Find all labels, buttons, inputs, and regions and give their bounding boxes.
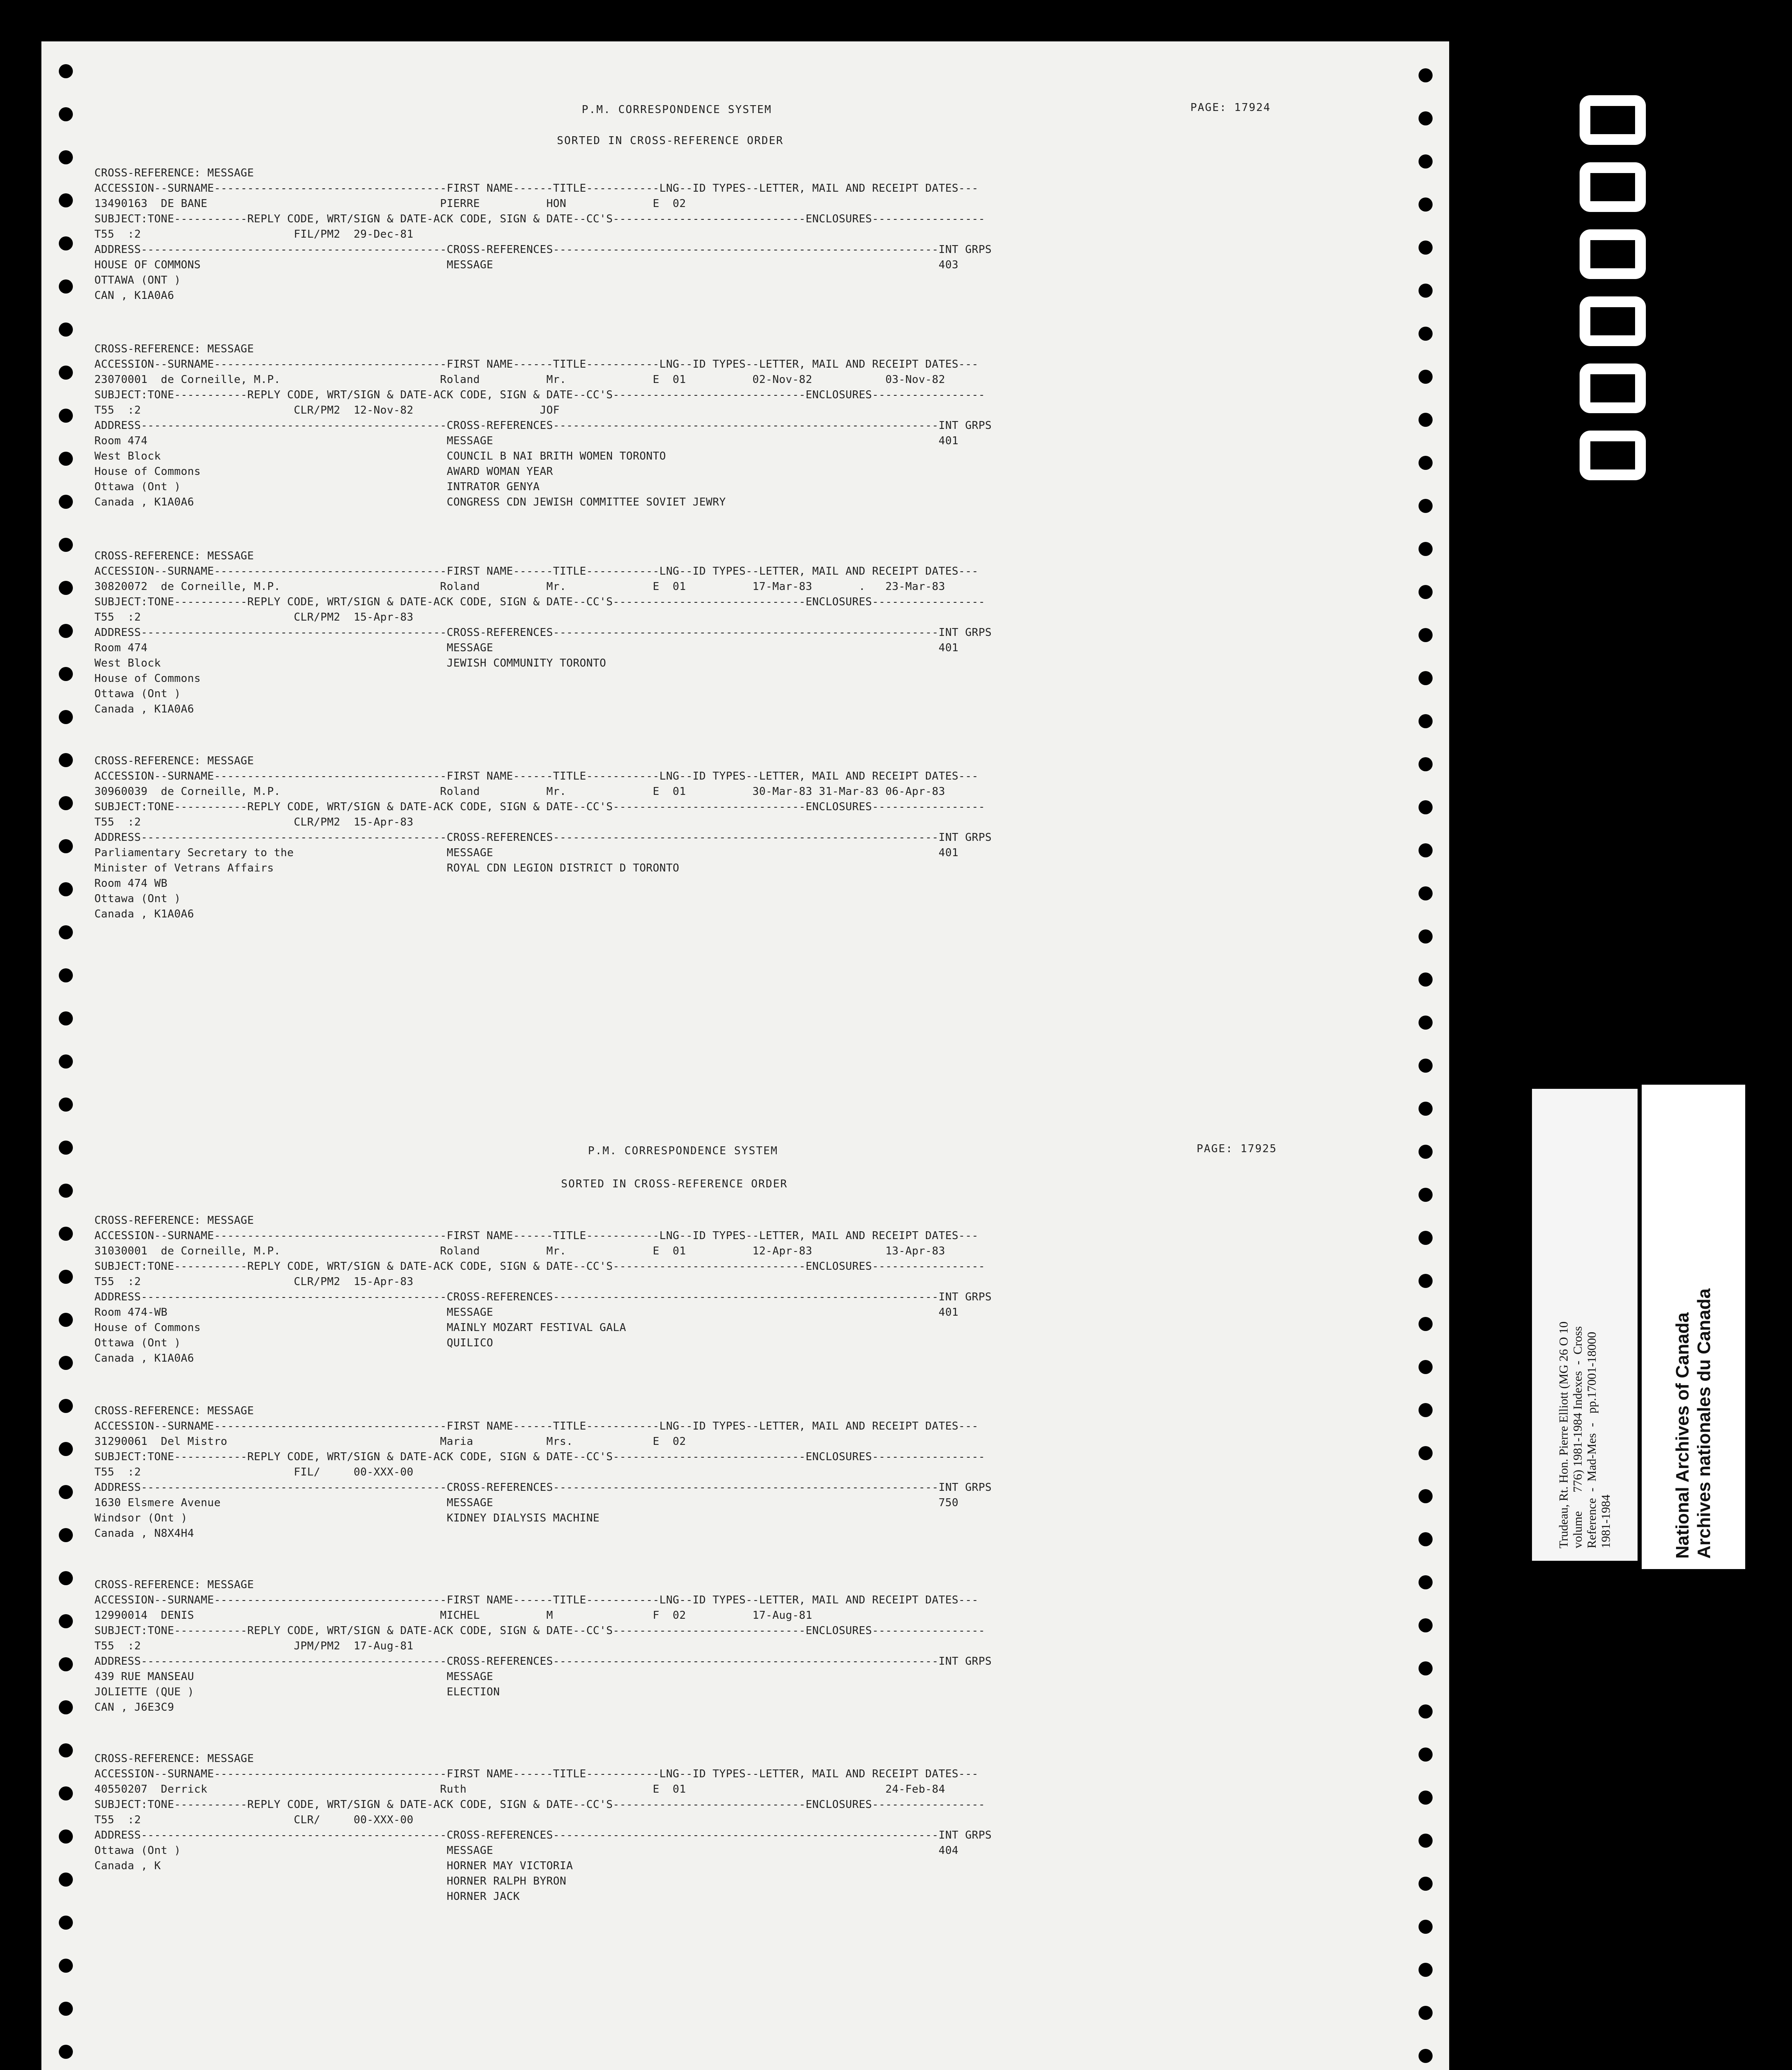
- feed-hole: [1419, 1102, 1433, 1116]
- feed-hole: [1419, 1231, 1433, 1245]
- feed-hole: [59, 1571, 73, 1585]
- feed-hole: [1419, 1059, 1433, 1073]
- feed-hole: [1419, 1016, 1433, 1030]
- finding-aid-text: [1557, 1101, 1613, 1548]
- feed-hole: [1419, 843, 1433, 857]
- record-line: 31290061 Del Mistro Maria Mrs. E 02: [94, 1435, 686, 1448]
- record-line: ADDRESS----------------------------------------------CROSS-REFERENCES----------------------------------------------------------INT GRPS: [94, 1829, 992, 1841]
- feed-hole: [59, 1959, 73, 1973]
- feed-hole: [59, 1011, 73, 1025]
- record-line: Room 474 MESSAGE 401: [94, 642, 959, 654]
- record-line: West Block JEWISH COMMUNITY TORONTO: [94, 657, 607, 669]
- record-line: 23070001 de Corneille, M.P. Roland Mr. E 01 02-Nov-82 03-Nov-82: [94, 373, 945, 386]
- feed-hole: [1419, 1145, 1433, 1159]
- feed-hole: [1419, 1317, 1433, 1331]
- record-line: 30820072 de Corneille, M.P. Roland Mr. E 01 17-Mar-83 . 23-Mar-83: [94, 580, 945, 593]
- record-line: Windsor (Ont ) KIDNEY DIALYSIS MACHINE: [94, 1512, 600, 1524]
- record-line: T55 :2 CLR/PM2 12-Nov-82 JOF: [94, 404, 560, 416]
- record-line: SUBJECT:TONE-----------REPLY CODE, WRT/SIGN & DATE-ACK CODE, SIGN & DATE--CC'S-----------------------------ENCLOSURES-----------------: [94, 1625, 985, 1637]
- record-line: Ottawa (Ont ) QUILICO: [94, 1337, 494, 1349]
- record-line: Canada , K HORNER MAY VICTORIA: [94, 1860, 573, 1872]
- feed-hole: [1419, 1747, 1433, 1762]
- feed-hole: [1419, 1489, 1433, 1503]
- record-line: Ottawa (Ont ) INTRATOR GENYA: [94, 481, 540, 493]
- record-line: T55 :2 CLR/ 00-XXX-00: [94, 1814, 414, 1826]
- record-line: ADDRESS----------------------------------------------CROSS-REFERENCES----------------------------------------------------------INT GRPS: [94, 1481, 992, 1494]
- record-line: ACCESSION--SURNAME-----------------------------------FIRST NAME------TITLE-----------LNG--ID TYPES--LETTER, MAIL AND RECEIPT DATES---: [94, 358, 979, 371]
- feed-hole: [59, 538, 73, 552]
- feed-hole: [1419, 1403, 1433, 1417]
- feed-hole: [1419, 154, 1433, 168]
- feed-hole: [1419, 1661, 1433, 1675]
- feed-hole: [59, 1141, 73, 1155]
- feed-hole: [59, 1528, 73, 1542]
- record-line: SUBJECT:TONE-----------REPLY CODE, WRT/SIGN & DATE-ACK CODE, SIGN & DATE--CC'S-----------------------------ENCLOSURES-----------------: [94, 213, 985, 225]
- record-line: ACCESSION--SURNAME-----------------------------------FIRST NAME------TITLE-----------LNG--ID TYPES--LETTER, MAIL AND RECEIPT DATES---: [94, 565, 979, 578]
- feed-hole: [1419, 1963, 1433, 1977]
- feed-hole: [1419, 929, 1433, 944]
- feed-hole: [59, 64, 73, 78]
- record-line: SUBJECT:TONE-----------REPLY CODE, WRT/SIGN & DATE-ACK CODE, SIGN & DATE--CC'S-----------------------------ENCLOSURES-----------------: [94, 1798, 985, 1811]
- record-line: ADDRESS----------------------------------------------CROSS-REFERENCES----------------------------------------------------------INT GRPS: [94, 243, 992, 256]
- record-line: 30960039 de Corneille, M.P. Roland Mr. E 01 30-Mar-83 31-Mar-83 06-Apr-83: [94, 785, 945, 798]
- record-line: Canada , K1A0A6: [94, 1352, 194, 1365]
- feed-hole: [59, 1485, 73, 1499]
- archive-stamp-number: [1561, 95, 1664, 480]
- record-line: SUBJECT:TONE-----------REPLY CODE, WRT/SIGN & DATE-ACK CODE, SIGN & DATE--CC'S-----------------------------ENCLOSURES-----------------: [94, 1260, 985, 1273]
- printout-sheet: [41, 41, 1449, 2070]
- stamp-digit: [1580, 363, 1646, 413]
- finding-aid-label: [1532, 1089, 1638, 1561]
- stamp-digit: [1580, 162, 1646, 212]
- feed-hole: [59, 796, 73, 810]
- feed-hole: [1419, 1791, 1433, 1805]
- record-line: ACCESSION--SURNAME-----------------------------------FIRST NAME------TITLE-----------LNG--ID TYPES--LETTER, MAIL AND RECEIPT DATES---: [94, 770, 979, 782]
- record-heading: CROSS-REFERENCE: MESSAGE: [94, 1214, 254, 1227]
- page-2-system-title: P.M. CORRESPONDENCE SYSTEM: [588, 1145, 778, 1157]
- record-line: Room 474-WB MESSAGE 401: [94, 1306, 959, 1319]
- feed-hole: [1419, 1877, 1433, 1891]
- feed-hole: [1419, 757, 1433, 771]
- feed-hole: [1419, 1188, 1433, 1202]
- feed-hole: [1419, 1446, 1433, 1460]
- feed-hole: [1419, 1575, 1433, 1589]
- page-1-system-title: P.M. CORRESPONDENCE SYSTEM: [582, 104, 772, 116]
- feed-hole: [1419, 542, 1433, 556]
- archives-line-en: National Archives of Canada: [1672, 1312, 1693, 1559]
- record-line: Ottawa (Ont ): [94, 688, 181, 700]
- feed-hole: [59, 710, 73, 724]
- feed-hole: [1419, 628, 1433, 642]
- record-line: HORNER JACK: [94, 1890, 520, 1903]
- feed-hole: [1419, 671, 1433, 685]
- record-heading: CROSS-REFERENCE: MESSAGE: [94, 1579, 254, 1591]
- feed-hole: [1419, 585, 1433, 599]
- feed-hole: [1419, 972, 1433, 987]
- feed-hole: [59, 753, 73, 767]
- record-line: SUBJECT:TONE-----------REPLY CODE, WRT/SIGN & DATE-ACK CODE, SIGN & DATE--CC'S-----------------------------ENCLOSURES-----------------: [94, 801, 985, 813]
- stamp-digit: [1580, 296, 1646, 346]
- record-heading: CROSS-REFERENCE: MESSAGE: [94, 550, 254, 562]
- record-heading: CROSS-REFERENCE: MESSAGE: [94, 755, 254, 767]
- feed-hole: [59, 667, 73, 681]
- feed-hole: [59, 150, 73, 164]
- stamp-digit: [1580, 95, 1646, 145]
- feed-hole: [1419, 2006, 1433, 2020]
- record-line: T55 :2 CLR/PM2 15-Apr-83: [94, 816, 414, 828]
- feed-hole: [59, 495, 73, 509]
- feed-hole: [59, 279, 73, 294]
- page-2-page-label: PAGE: 17925: [1197, 1143, 1277, 1155]
- feed-hole: [1419, 499, 1433, 513]
- feed-hole: [1419, 886, 1433, 900]
- record-line: OTTAWA (ONT ): [94, 274, 181, 286]
- archives-text: [1672, 1095, 1715, 1559]
- archives-line-fr: Archives nationales du Canada: [1694, 1288, 1714, 1559]
- feed-hole: [59, 925, 73, 939]
- record-line: T55 :2 JPM/PM2 17-Aug-81: [94, 1640, 414, 1652]
- feed-hole: [59, 1054, 73, 1069]
- record-line: ADDRESS----------------------------------------------CROSS-REFERENCES----------------------------------------------------------INT GRPS: [94, 1291, 992, 1303]
- feed-hole: [1419, 1834, 1433, 1848]
- feed-hole: [59, 1873, 73, 1887]
- feed-hole: [1419, 284, 1433, 298]
- record-line: HORNER RALPH BYRON: [94, 1875, 566, 1887]
- feed-hole: [59, 624, 73, 638]
- feed-hole: [1419, 1704, 1433, 1719]
- record-line: T55 :2 FIL/ 00-XXX-00: [94, 1466, 414, 1478]
- stamp-digit: [1580, 229, 1646, 279]
- record-line: House of Commons AWARD WOMAN YEAR: [94, 465, 553, 478]
- record-line: ACCESSION--SURNAME-----------------------------------FIRST NAME------TITLE-----------LNG--ID TYPES--LETTER, MAIL AND RECEIPT DATES---: [94, 1594, 979, 1606]
- record-line: House of Commons: [94, 672, 201, 685]
- feed-hole: [59, 236, 73, 250]
- record-line: T55 :2 CLR/PM2 15-Apr-83: [94, 1276, 414, 1288]
- feed-hole: [59, 2002, 73, 2016]
- record-line: 1630 Elsmere Avenue MESSAGE 750: [94, 1497, 959, 1509]
- record-line: West Block COUNCIL B NAI BRITH WOMEN TORONTO: [94, 450, 666, 462]
- feed-hole: [1419, 111, 1433, 125]
- feed-hole: [59, 839, 73, 853]
- record-line: T55 :2 CLR/PM2 15-Apr-83: [94, 611, 414, 623]
- record-line: Room 474 WB: [94, 877, 168, 890]
- feed-hole: [59, 581, 73, 595]
- feed-hole: [59, 452, 73, 466]
- record-heading: CROSS-REFERENCE: MESSAGE: [94, 167, 254, 179]
- record-line: HOUSE OF COMMONS MESSAGE 403: [94, 259, 959, 271]
- feed-hole: [1419, 800, 1433, 814]
- feed-hole: [59, 1270, 73, 1284]
- feed-hole: [1419, 1360, 1433, 1374]
- record-line: SUBJECT:TONE-----------REPLY CODE, WRT/SIGN & DATE-ACK CODE, SIGN & DATE--CC'S-----------------------------ENCLOSURES-----------------: [94, 389, 985, 401]
- feed-hole: [1419, 197, 1433, 212]
- record-line: SUBJECT:TONE-----------REPLY CODE, WRT/SIGN & DATE-ACK CODE, SIGN & DATE--CC'S-----------------------------ENCLOSURES-----------------: [94, 596, 985, 608]
- archives-label: [1642, 1085, 1745, 1569]
- record-line: JOLIETTE (QUE ) ELECTION: [94, 1686, 500, 1698]
- feed-hole: [1419, 714, 1433, 728]
- record-line: ADDRESS----------------------------------------------CROSS-REFERENCES----------------------------------------------------------INT GRPS: [94, 419, 992, 432]
- feed-hole: [59, 1184, 73, 1198]
- record-line: Canada , K1A0A6: [94, 703, 194, 715]
- feed-hole: [59, 1743, 73, 1757]
- record-line: Canada , N8X4H4: [94, 1527, 194, 1540]
- record-line: ACCESSION--SURNAME-----------------------------------FIRST NAME------TITLE-----------LNG--ID TYPES--LETTER, MAIL AND RECEIPT DATES---: [94, 1420, 979, 1432]
- feed-hole: [59, 1916, 73, 1930]
- record-line: Minister of Vetrans Affairs ROYAL CDN LEGION DISTRICT D TORONTO: [94, 862, 679, 874]
- feed-hole: [1419, 1274, 1433, 1288]
- feed-hole: [59, 1356, 73, 1370]
- record-line: Room 474 MESSAGE 401: [94, 435, 959, 447]
- feed-hole: [1419, 2049, 1433, 2063]
- feed-hole: [1419, 370, 1433, 384]
- finding-aid-line: Trudeau, Rt. Hon. Pierre Elliott (MG 26 O 10: [1556, 1321, 1570, 1548]
- feed-hole: [59, 1614, 73, 1628]
- feed-hole: [59, 2045, 73, 2059]
- record-line: 439 RUE MANSEAU MESSAGE: [94, 1670, 494, 1683]
- record-line: 31030001 de Corneille, M.P. Roland Mr. E 01 12-Apr-83 13-Apr-83: [94, 1245, 945, 1257]
- record-line: 13490163 DE BANE PIERRE HON E 02: [94, 197, 686, 210]
- feed-hole: [59, 1700, 73, 1714]
- record-line: Canada , K1A0A6: [94, 908, 194, 920]
- record-heading: CROSS-REFERENCE: MESSAGE: [94, 1752, 254, 1765]
- feed-hole: [1419, 1618, 1433, 1632]
- record-line: CAN , K1A0A6: [94, 289, 174, 302]
- finding-aid-line: volume 776) 1981-1984 Indexes - Cross: [1570, 1326, 1585, 1548]
- record-line: T55 :2 FIL/PM2 29-Dec-81: [94, 228, 414, 241]
- record-line: Ottawa (Ont ): [94, 893, 181, 905]
- feed-hole: [59, 323, 73, 337]
- finding-aid-line: Reference - Mad-Mes - pp.17001-18000: [1585, 1331, 1599, 1548]
- record-line: 40550207 Derrick Ruth E 01 24-Feb-84: [94, 1783, 945, 1796]
- record-line: Canada , K1A0A6 CONGRESS CDN JEWISH COMMITTEE SOVIET JEWRY: [94, 496, 726, 508]
- feed-hole: [1419, 241, 1433, 255]
- feed-hole: [59, 968, 73, 982]
- feed-hole: [59, 1786, 73, 1800]
- feed-hole: [59, 107, 73, 121]
- record-line: ADDRESS----------------------------------------------CROSS-REFERENCES----------------------------------------------------------INT GRPS: [94, 626, 992, 639]
- feed-hole: [1419, 1920, 1433, 1934]
- feed-hole: [59, 1399, 73, 1413]
- record-line: CAN , J6E3C9: [94, 1701, 174, 1714]
- feed-hole: [59, 882, 73, 896]
- feed-hole: [59, 1442, 73, 1456]
- record-line: ADDRESS----------------------------------------------CROSS-REFERENCES----------------------------------------------------------INT GRPS: [94, 831, 992, 844]
- feed-hole: [1419, 1532, 1433, 1546]
- page-2-sort-title: SORTED IN CROSS-REFERENCE ORDER: [561, 1178, 788, 1190]
- record-line: 12990014 DENIS MICHEL M F 02 17-Aug-81: [94, 1609, 812, 1622]
- finding-aid-line: 1981-1984: [1599, 1495, 1613, 1548]
- record-heading: CROSS-REFERENCE: MESSAGE: [94, 1405, 254, 1417]
- feed-hole: [1419, 327, 1433, 341]
- record-line: ACCESSION--SURNAME-----------------------------------FIRST NAME------TITLE-----------LNG--ID TYPES--LETTER, MAIL AND RECEIPT DATES---: [94, 1768, 979, 1780]
- record-line: ADDRESS----------------------------------------------CROSS-REFERENCES----------------------------------------------------------INT GRPS: [94, 1655, 992, 1668]
- feed-hole: [59, 1657, 73, 1671]
- feed-hole: [59, 409, 73, 423]
- record-line: Parliamentary Secretary to the MESSAGE 401: [94, 847, 959, 859]
- feed-hole: [1419, 413, 1433, 427]
- record-line: House of Commons MAINLY MOZART FESTIVAL GALA: [94, 1321, 626, 1334]
- feed-hole: [59, 1829, 73, 1844]
- page-1-page-label: PAGE: 17924: [1190, 101, 1271, 114]
- feed-hole: [1419, 68, 1433, 82]
- feed-hole: [59, 1227, 73, 1241]
- feed-hole: [59, 193, 73, 207]
- record-heading: CROSS-REFERENCE: MESSAGE: [94, 343, 254, 355]
- feed-hole: [59, 1098, 73, 1112]
- record-line: Ottawa (Ont ) MESSAGE 404: [94, 1844, 959, 1857]
- stamp-digit: [1580, 431, 1646, 480]
- record-line: ACCESSION--SURNAME-----------------------------------FIRST NAME------TITLE-----------LNG--ID TYPES--LETTER, MAIL AND RECEIPT DATES---: [94, 1230, 979, 1242]
- feed-hole: [1419, 456, 1433, 470]
- page-1-sort-title: SORTED IN CROSS-REFERENCE ORDER: [557, 135, 784, 147]
- record-line: ACCESSION--SURNAME-----------------------------------FIRST NAME------TITLE-----------LNG--ID TYPES--LETTER, MAIL AND RECEIPT DATES---: [94, 182, 979, 195]
- record-line: SUBJECT:TONE-----------REPLY CODE, WRT/SIGN & DATE-ACK CODE, SIGN & DATE--CC'S-----------------------------ENCLOSURES-----------------: [94, 1451, 985, 1463]
- feed-hole: [59, 366, 73, 380]
- feed-hole: [59, 1313, 73, 1327]
